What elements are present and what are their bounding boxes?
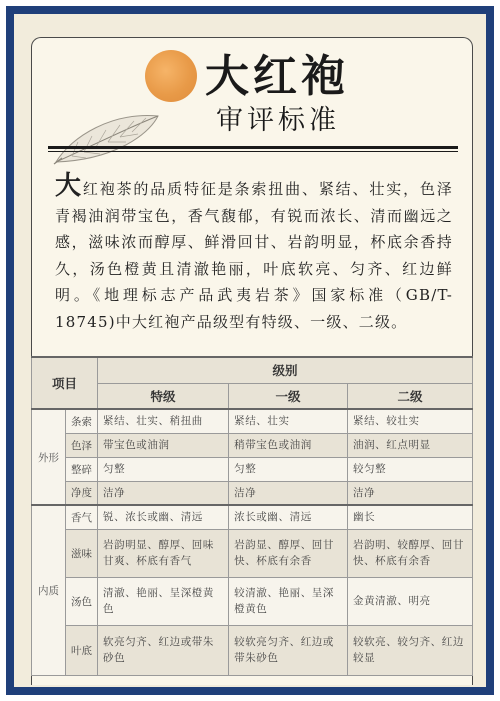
table-cell: 洁净 xyxy=(229,481,348,505)
attr-label: 滋味 xyxy=(66,529,98,577)
attr-label: 净度 xyxy=(66,481,98,505)
divider-thin xyxy=(48,151,458,152)
attr-label: 整碎 xyxy=(66,457,98,481)
table-cell: 洁净 xyxy=(347,481,472,505)
table-cell: 较软亮匀齐、红边或带朱砂色 xyxy=(229,625,348,675)
table-cell: 金黄清澈、明亮 xyxy=(347,577,472,625)
table-cell: 稍带宝色或油润 xyxy=(229,433,348,457)
page-title: 大红袍 xyxy=(205,51,349,102)
table-cell: 幽长 xyxy=(347,505,472,529)
table-cell: 较清澈、艳丽、呈深橙黄色 xyxy=(229,577,348,625)
grading-table xyxy=(31,356,473,676)
table-cell: 岩韵显、醇厚、回甘快、杯底有余香 xyxy=(229,529,348,577)
header-grade-0: 特级 xyxy=(98,383,229,409)
table-cell: 油润、红点明显 xyxy=(347,433,472,457)
group-label-exterior: 外形 xyxy=(32,409,66,505)
table-cell: 岩韵明显、醇厚、回味甘爽、杯底有香气 xyxy=(98,529,229,577)
table-cell: 浓长或幽、清远 xyxy=(229,505,348,529)
table-cell: 锐、浓长或幽、清远 xyxy=(98,505,229,529)
table-cell: 紧结、较壮实 xyxy=(347,409,472,433)
table-cell: 清澈、艳丽、呈深橙黄色 xyxy=(98,577,229,625)
table-cell: 带宝色或油润 xyxy=(98,433,229,457)
table-cell: 较匀整 xyxy=(347,457,472,481)
header-grade-2: 二级 xyxy=(347,383,472,409)
attr-label: 香气 xyxy=(66,505,98,529)
table-cell: 匀整 xyxy=(98,457,229,481)
header-grade: 级别 xyxy=(98,357,473,383)
header-item: 项目 xyxy=(32,357,98,409)
table-cell: 较软亮、较匀齐、红边较显 xyxy=(347,625,472,675)
group-label-interior: 内质 xyxy=(32,505,66,675)
table-cell: 软亮匀齐、红边或带朱砂色 xyxy=(98,625,229,675)
table-cell: 紧结、壮实、稍扭曲 xyxy=(98,409,229,433)
table-cell: 匀整 xyxy=(229,457,348,481)
attr-label: 色泽 xyxy=(66,433,98,457)
attr-label: 条索 xyxy=(66,409,98,433)
table-cell: 紧结、壮实 xyxy=(229,409,348,433)
table-cell: 岩韵明、较醇厚、回甘快、杯底有余香 xyxy=(347,529,472,577)
table-cell: 洁净 xyxy=(98,481,229,505)
page-subtitle: 审评标准 xyxy=(216,105,340,136)
intro-text: 红袍茶的品质特征是条索扭曲、紧结、壮实，色泽青褐油润带宝色，香气馥郁，有锐而浓长、清而幽远之感，滋味浓而醇厚、鲜滑回甘、岩韵明显，杯底余香持久，汤色橙黄且清澈艳丽，叶底软亮、匀齐、红边鲜明。《地理标志产品武夷岩茶》国家标准（GB/T-18745)中大红袍产品级型有特级、一级、二级。 xyxy=(55,180,453,331)
intro-paragraph xyxy=(55,171,453,336)
divider-thick xyxy=(48,146,458,149)
drop-cap: 大 xyxy=(55,171,83,201)
header-grade-1: 一级 xyxy=(229,383,348,409)
attr-label: 汤色 xyxy=(66,577,98,625)
attr-label: 叶底 xyxy=(66,625,98,675)
